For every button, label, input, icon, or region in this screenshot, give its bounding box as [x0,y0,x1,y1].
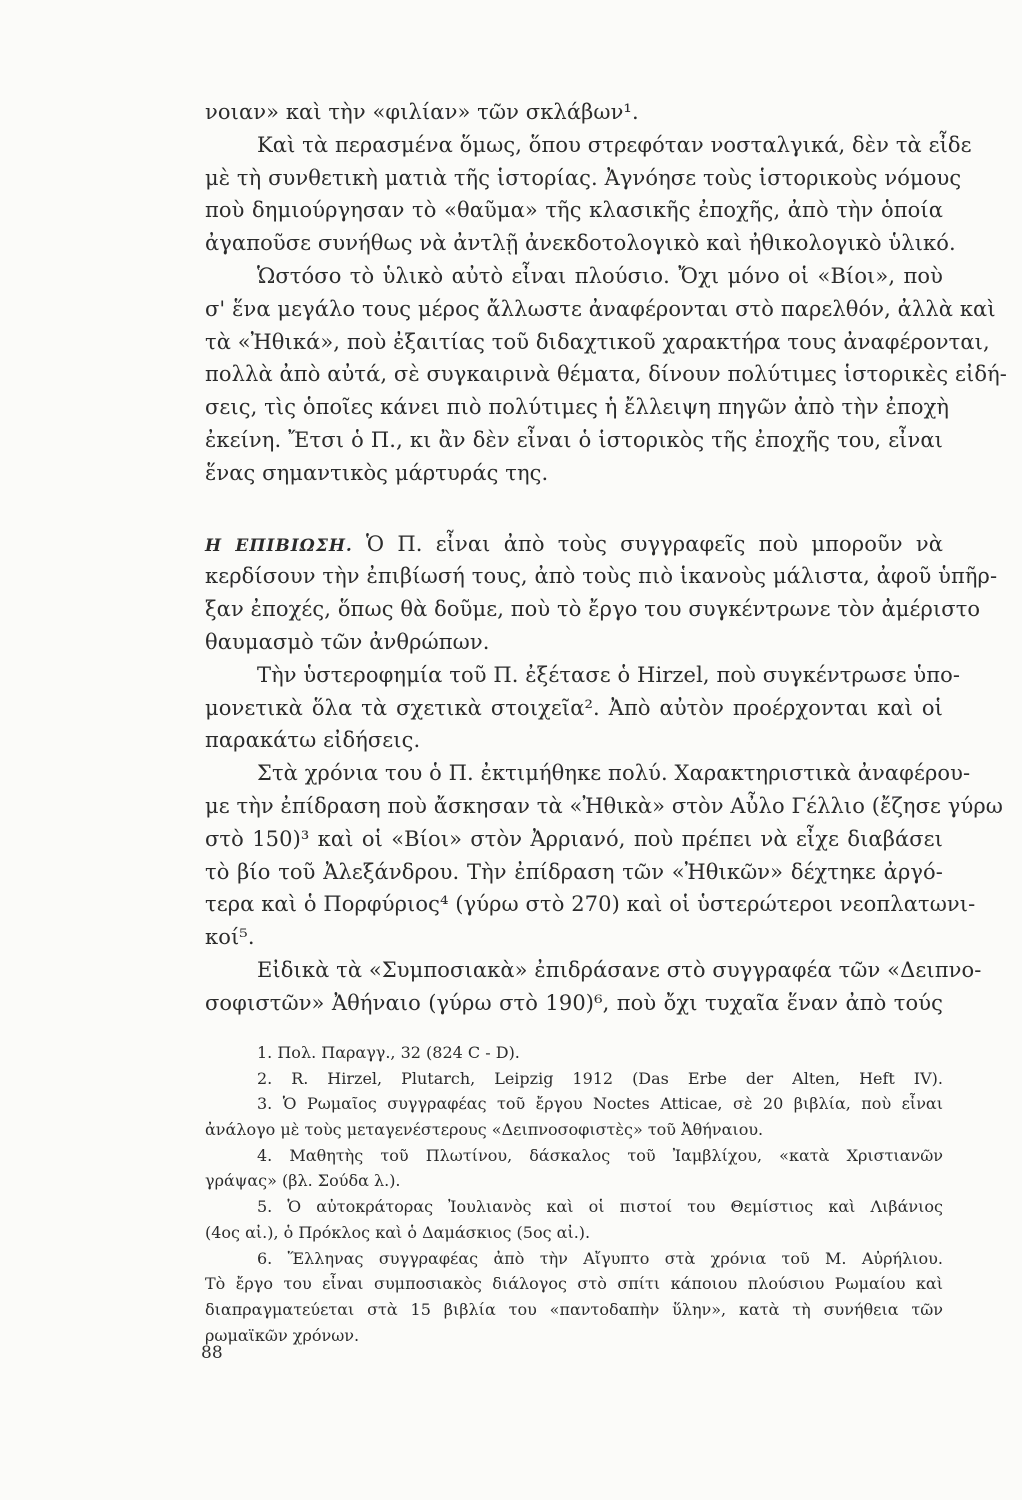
text-line: τερα καὶ ὁ Πορφύριος⁴ (γύρω στὸ 270) καὶ οἱ ὑστερώτεροι νεοπλατωνι- [205,892,976,917]
footnote-line: 5. Ὁ αὐτοκράτορας Ἰουλιανὸς καὶ οἱ πιστοί του Θεμίστιος καὶ Λιβάνιος [257,1197,943,1217]
footnote-line: (4ος αἰ.), ὁ Πρόκλος καὶ ὁ Δαμάσκιος (5ος αἰ.). [205,1222,591,1242]
text-line: Ὡστόσο τὸ ὑλικὸ αὐτὸ εἶναι πλούσιο. Ὄχι μόνο οἱ «Βίοι», ποὺ [257,263,943,288]
text-line: πολλὰ ἀπὸ αὐτά, σὲ συγκαιρινὰ θέματα, δίνουν πολύτιμες ἱστορικὲς εἰδή- [205,362,1007,387]
text-line: Τὴν ὑστεροφημία τοῦ Π. ἐξέτασε ὁ Hirzel, ποὺ συγκέντρωσε ὑπο- [257,662,961,687]
section-paragraphs [205,560,1003,1019]
section-first-line [205,528,943,561]
text-line: με τὴν ἐπίδραση ποὺ ἄσκησαν τὰ «Ἠθικὰ» στὸν Αὖλο Γέλλιο (ἔζησε γύρω [205,793,1003,818]
footnote-line: 2. R. Hirzel, Plutarch, Leipzig 1912 (Das Erbe der Alten, Heft IV). [257,1068,943,1088]
footnote-line: Τὸ ἔργο του εἶναι συμποσιακὸς διάλογος στὸ σπίτι κάποιου πλούσιου Ρωμαίου καὶ [205,1274,943,1294]
footnote-line: 1. Πολ. Παραγγ., 32 (824 C - D). [257,1043,520,1062]
text-line: Στὰ χρόνια του ὁ Π. ἐκτιμήθηκε πολύ. Χαρακτηριστικὰ ἀναφέρου- [257,761,971,786]
footnotes [205,1040,943,1348]
footnote-line: διαπραγματεύεται στὰ 15 βιβλία του «παντοδαπὴν ὕλην», κατὰ τὴ συνήθεια τῶν [205,1299,943,1319]
text-line: Εἰδικὰ τὰ «Συμποσιακὰ» ἐπιδράσανε στὸ συγγραφέα τῶν «Δειπνο- [257,957,982,982]
text-line: παρακάτω εἰδήσεις. [205,728,421,753]
main-text [205,96,1007,1020]
text-line: κερδίσουν τὴν ἐπιβίωσή τους, ἀπὸ τοὺς πιὸ ἱκανοὺς μάλιστα, ἀφοῦ ὑπῆρ- [205,564,998,589]
text-line: ἕνας σημαντικὸς μάρτυράς της. [205,460,549,485]
text-line: μονετικὰ ὅλα τὰ σχετικὰ στοιχεῖα². Ἀπὸ αὐτὸν προέρχονται καὶ οἱ [205,695,943,720]
body-paragraphs [205,96,1007,490]
footnote-line: γράψας» (βλ. Σούδα λ.). [205,1171,401,1191]
text-line: ποὺ δημιούργησαν τὸ «θαῦμα» τῆς κλασικῆς ἐποχῆς, ἀπὸ τὴν ὁποία [205,198,943,223]
text-line: Καὶ τὰ περασμένα ὅμως, ὅπου στρεφόταν νοσταλγικά, δὲν τὰ εἶδε [257,132,972,157]
text-line: θαυμασμὸ τῶν ἀνθρώπων. [205,629,490,654]
text-line: σοφιστῶν» Ἀθήναιο (γύρω στὸ 190)⁶, ποὺ ὄχι τυχαῖα ἕναν ἀπὸ τούς [205,990,943,1015]
footnote-line: ἀνάλογο μὲ τοὺς μεταγενέστερους «Δειπνοσοφιστὲς» τοῦ Ἀθήναιου. [205,1120,764,1140]
footnote-line: ρωμαϊκῶν χρόνων. [205,1325,360,1345]
text-line: ξαν ἐποχές, ὅπως θὰ δοῦμε, ποὺ τὸ ἔργο του συγκέντρωνε τὸν ἀμέριστο [205,597,981,622]
text-line: τὰ «Ἠθικά», ποὺ ἐξαιτίας τοῦ διδαχτικοῦ χαρακτήρα τους ἀναφέρονται, [205,329,990,354]
text-line: ἐκείνη. Ἔτσι ὁ Π., κι ἂν δὲν εἶναι ὁ ἱστορικὸς τῆς ἐποχῆς του, εἶναι [205,427,943,452]
text-line: κοί⁵. [205,925,255,950]
footnote-line: 3. Ὁ Ρωμαῖος συγγραφέας τοῦ ἔργου Noctes Atticae, σὲ 20 βιβλία, ποὺ εἶναι [257,1094,943,1114]
text-line: τὸ βίο τοῦ Ἀλεξάνδρου. Τὴν ἐπίδραση τῶν «Ἠθικῶν» δέχτηκε ἀργό- [205,859,943,884]
text-line: στὸ 150)³ καὶ οἱ «Βίοι» στὸν Ἀρριανό, ποὺ πρέπει νὰ εἶχε διαβάσει [205,826,943,851]
text-line: σεις, τὶς ὁποῖες κάνει πιὸ πολύτιμες ἡ ἔλλειψη πηγῶν ἀπὸ τὴν ἐποχὴ [205,395,950,420]
footnote-line: 6. Ἕλληνας συγγραφέας ἀπὸ τὴν Αἴγυπτο στὰ χρόνια τοῦ Μ. Αὐρήλιου. [257,1248,943,1268]
footnote-line: 4. Μαθητὴς τοῦ Πλωτίνου, δάσκαλος τοῦ Ἰαμβλίχου, «κατὰ Χριστιανῶν [257,1145,943,1165]
section-heading: Η ΕΠΙΒΙΩΣΗ. [205,535,353,556]
section-first-line-text: Ὁ Π. εἶναι ἀπὸ τοὺς συγγραφεῖς ποὺ μποροῦν νὰ [366,531,944,556]
text-line: ἀγαποῦσε συνήθως νὰ ἀντλῇ ἀνεκδοτολογικὸ καὶ ἠθικολογικὸ ὑλικό. [205,231,956,256]
page-number: 88 [201,1343,223,1363]
text-line: σ' ἕνα μεγάλο τους μέρος ἄλλωστε ἀναφέρονται στὸ παρελθόν, ἀλλὰ καὶ [205,296,996,321]
text-line: νοιαν» καὶ τὴν «φιλίαν» τῶν σκλάβων¹. [205,100,639,124]
text-line: μὲ τὴ συνθετικὴ ματιὰ τῆς ἱστορίας. Ἀγνόησε τοὺς ἱστορικοὺς νόμους [205,165,962,190]
